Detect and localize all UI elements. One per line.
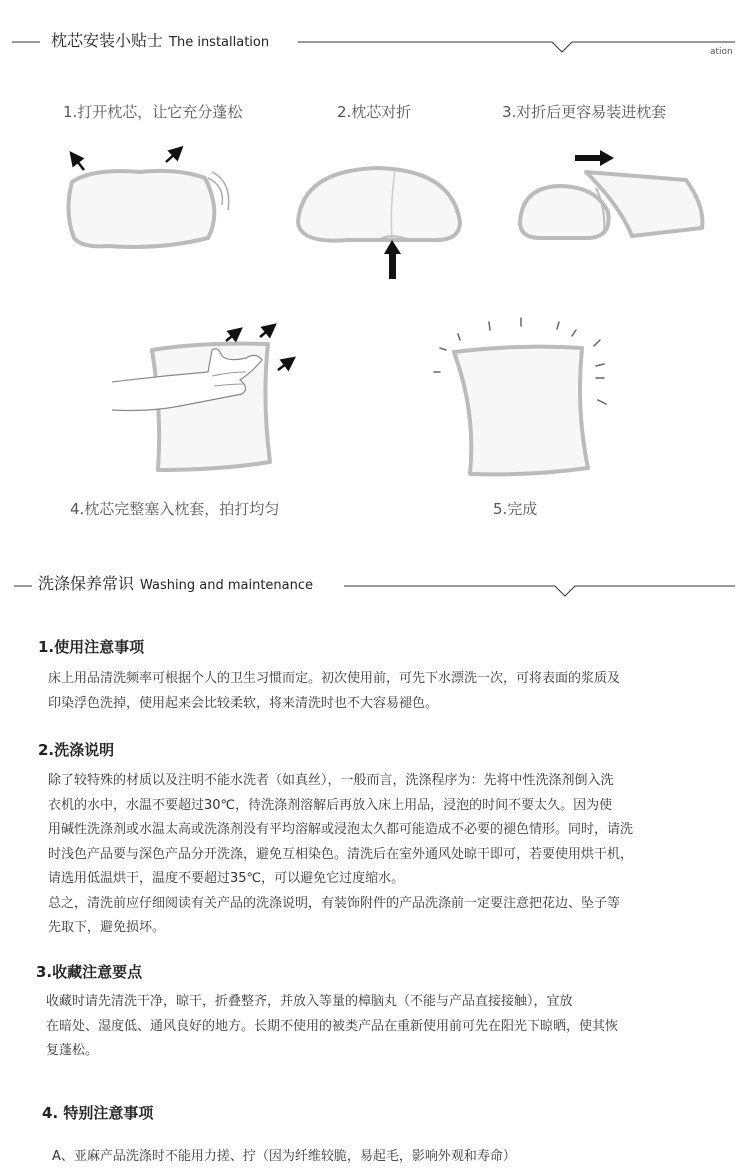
arrow-icon bbox=[260, 328, 271, 337]
step-1-label: 1.打开枕芯，让它充分蓬松 bbox=[63, 103, 243, 121]
section-1-line: 印染浮色洗掉，使用起来会比较柔软，将来清洗时也不大容易褪色。 bbox=[48, 695, 439, 711]
section-2-line: 总之，清洗前应仔细阅读有关产品的洗涤说明，有装饰附件的产品洗涤前一定要注意把花边、坠子等 bbox=[48, 895, 621, 911]
install-title-en: The installation bbox=[169, 35, 270, 50]
section-2-heading: 2.洗涤说明 bbox=[38, 741, 115, 759]
install-title-cn: 枕芯安装小贴士 bbox=[51, 31, 164, 50]
step-5-illustration bbox=[434, 318, 606, 474]
installation-illustrations bbox=[0, 0, 750, 560]
up-arrow-icon bbox=[384, 240, 401, 279]
section-2-line: 时浅色产品要与深色产品分开洗涤，避免互相染色。清洗后在室外通风处晾干即可，若要使用烘干机， bbox=[48, 846, 634, 862]
step-4-label: 4.枕芯完整塞入枕套，拍打均匀 bbox=[70, 500, 280, 518]
wash-header-rule bbox=[0, 570, 750, 610]
step-2-label: 2.枕芯对折 bbox=[337, 103, 412, 121]
section-4-body bbox=[52, 1145, 722, 1170]
section-1-body bbox=[48, 667, 718, 716]
section-2-body bbox=[48, 769, 718, 941]
arrow-icon bbox=[226, 332, 237, 341]
section-2-line: 请选用低温烘干，温度不要超过35℃，可以避免它过度缩水。 bbox=[48, 871, 405, 886]
arrow-icon bbox=[278, 361, 290, 370]
step-2-illustration bbox=[298, 168, 460, 279]
wash-title-cn: 洗涤保养常识 bbox=[38, 574, 135, 593]
step-3-label: 3.对折后更容易装进枕套 bbox=[502, 103, 667, 121]
wash-title-en: Washing and maintenance bbox=[140, 578, 314, 593]
right-arrow-icon bbox=[575, 150, 614, 166]
section-4-line: A、亚麻产品洗涤时不能用力搓、拧（因为纤维较脆，易起毛，影响外观和寿命） bbox=[52, 1149, 516, 1164]
section-1-heading: 1.使用注意事项 bbox=[38, 638, 145, 656]
arrow-icon bbox=[166, 151, 178, 162]
install-header-tail: ation bbox=[710, 47, 733, 57]
section-2-line: 衣机的水中，水温不要超过30℃，待洗涤剂溶解后再放入床上用品，浸泡的时间不要太久。因为使 bbox=[48, 797, 613, 813]
arrow-icon bbox=[74, 157, 84, 170]
section-4-heading: 4. 特别注意事项 bbox=[42, 1104, 154, 1122]
section-2-line: 先取下，避免损坏。 bbox=[48, 920, 166, 935]
section-2-line: 除了较特殊的材质以及注明不能水洗者（如真丝），一般而言，洗涤程序为：先将中性洗涤剂倒入洗 bbox=[48, 773, 614, 788]
section-2-line: 用碱性洗涤剂或水温太高或洗涤剂没有平均溶解或浸泡太久都可能造成不必要的褪色情形。同时，请洗 bbox=[48, 822, 634, 837]
section-3-body bbox=[46, 990, 716, 1064]
section-3-line: 收藏时请先清洗干净，晾干，折叠整齐，并放入等量的樟脑丸（不能与产品直接接触），宜放 bbox=[46, 994, 573, 1009]
step-4-illustration bbox=[112, 328, 290, 470]
section-1-line: 床上用品清洗频率可根据个人的卫生习惯而定。初次使用前，可先下水漂洗一次，可将表面的浆质及 bbox=[48, 671, 621, 686]
section-3-line: 复蓬松。 bbox=[46, 1043, 99, 1058]
section-3-heading: 3.收藏注意要点 bbox=[36, 963, 143, 981]
step-5-label: 5.完成 bbox=[493, 500, 538, 518]
step-1-illustration bbox=[68, 151, 228, 247]
step-3-illustration bbox=[520, 150, 702, 238]
section-3-line: 在暗处、湿度低、通风良好的地方。长期不使用的被类产品在重新使用前可先在阳光下晾晒，使其恢 bbox=[46, 1018, 619, 1034]
